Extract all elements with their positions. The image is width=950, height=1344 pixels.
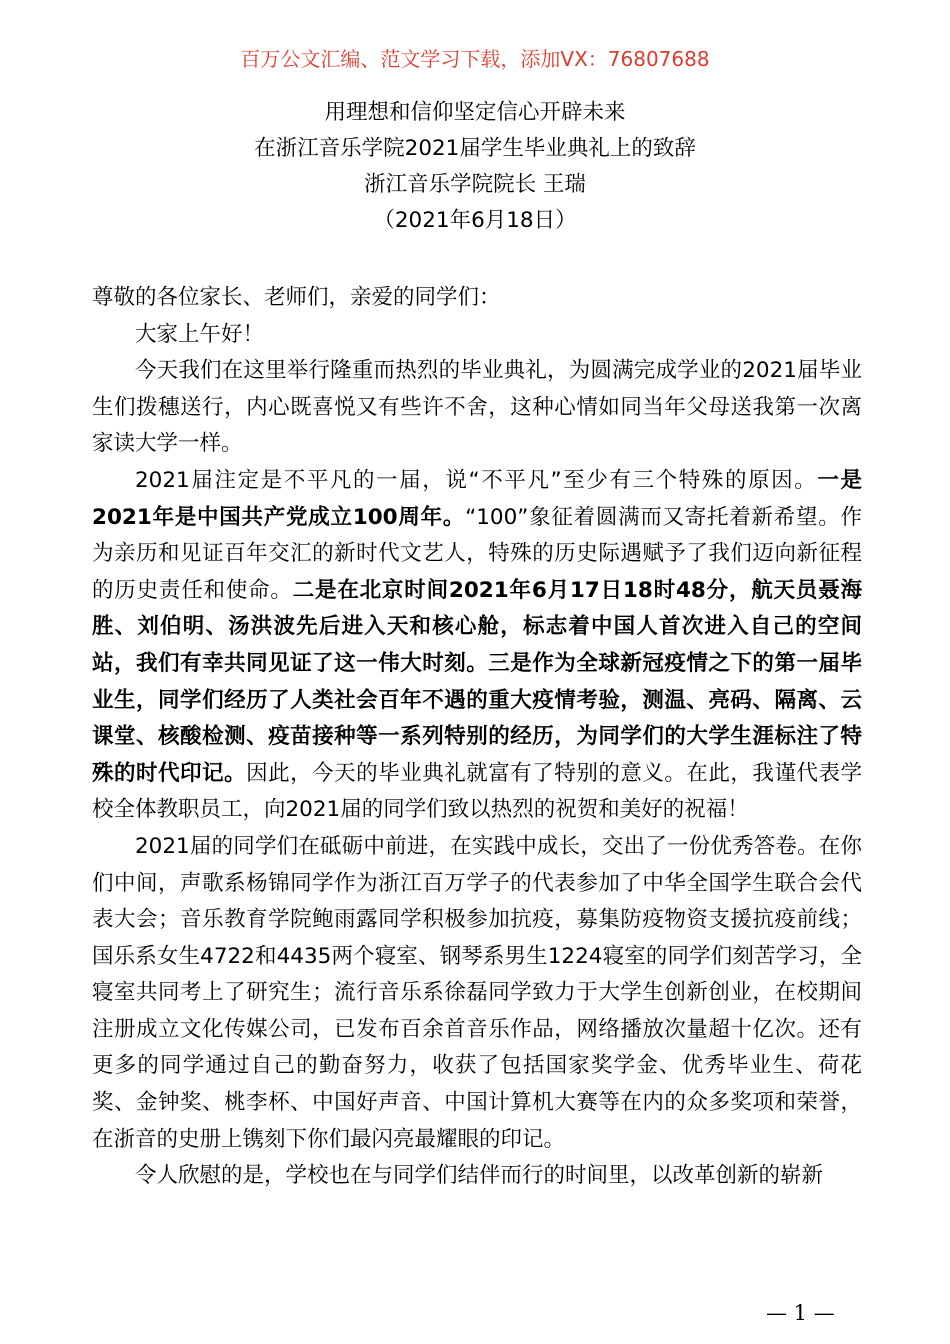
paragraph-4: 令人欣慰的是，学校也在与同学们结伴而行的时间里，以改革创新的崭新 (135, 1163, 824, 1189)
page-number: — 1 — (766, 1301, 835, 1325)
paragraph-2-text-a: 2021届注定是不平凡的一届，说“不平凡”至少有三个特殊的原因。 (135, 467, 818, 493)
document-title: 用理想和信仰坚定信心开辟未来 (324, 100, 626, 125)
paragraph-2 (92, 463, 862, 829)
document-date: （2021年6月18日） (373, 208, 577, 233)
document-author: 浙江音乐学院院长 王瑞 (364, 172, 586, 197)
document-subtitle: 在浙江音乐学院2021届学生毕业典礼上的致辞 (254, 136, 696, 161)
speech-body (92, 280, 862, 1195)
paragraph-2-text-b: “100”象征着圆满而又寄托着新希望。作为亲历和见证百年交汇的新时代文艺人，特殊的历史际遇赋予了我们迈向新征程的历史责任和使命。 (92, 504, 862, 603)
greeting: 大家上午好！ (135, 321, 265, 347)
paragraph-1: 今天我们在这里举行隆重而热烈的毕业典礼，为圆满完成学业的2021届毕业生们拨穗送行，内心既喜悦又有些许不舍，这种心情如同当年父母送我第一次离家读大学一样。 (92, 358, 862, 457)
paragraph-2-text-c: 因此，今天的毕业典礼就富有了特别的意义。在此，我谨代表学校全体教职员工，向2021届的同学们致以热烈的祝贺和美好的祝福！ (92, 760, 862, 823)
paragraph-3: 2021届的同学们在砥砺中前进，在实践中成长，交出了一份优秀答卷。在你们中间，声歌系杨锦同学作为浙江百万学子的代表参加了中华全国学生联合会代表大会；音乐教育学院鲍雨露同学积极参加抗疫，募集防疫物资支援抗疫前线；国乐系女生4722和4435两个寝室、钢琴系男生1224寝室的同学们刻苦学习，全寝室共同考上了研究生；流行音乐系徐磊同学致力于大学生创新创业，在校期间注册成立文化传媒公司，已发布百余首音乐作品，网络播放次量超十亿次。还有更多的同学通过自己的勤奋努力，收获了包括国家奖学金、优秀毕业生、荷花奖、金钟奖、桃李杯、中国好声音、中国计算机大赛等在内的众多奖项和荣誉，在浙音的史册上镌刻下你们最闪亮最耀眼的印记。 (92, 833, 862, 1152)
paragraph-2-bold-a: 一是2021年是中国共产党成立100周年。 (92, 467, 862, 530)
watermark-banner: 百万公文汇编、范文学习下载，添加VX：76807688 (240, 47, 710, 71)
paragraph-2-bold-b: 二是在北京时间2021年6月17日18时48分，航天员聂海胜、刘伯明、汤洪波先后进入天和核心舱，标志着中国人首次进入自己的空间站，我们有幸共同见证了这一伟大时刻。三是作为全球新冠疫情之下的第一届毕业生，同学们经历了人类社会百年不遇的重大疫情考验，测温、亮码、隔离、云课堂、核酸检测、疫苗接种等一系列特别的经历，为同学们的大学生涯标注了特殊的时代印记。 (92, 577, 862, 786)
salutation: 尊敬的各位家长、老师们，亲爱的同学们： (92, 285, 501, 310)
title-block (0, 95, 950, 239)
